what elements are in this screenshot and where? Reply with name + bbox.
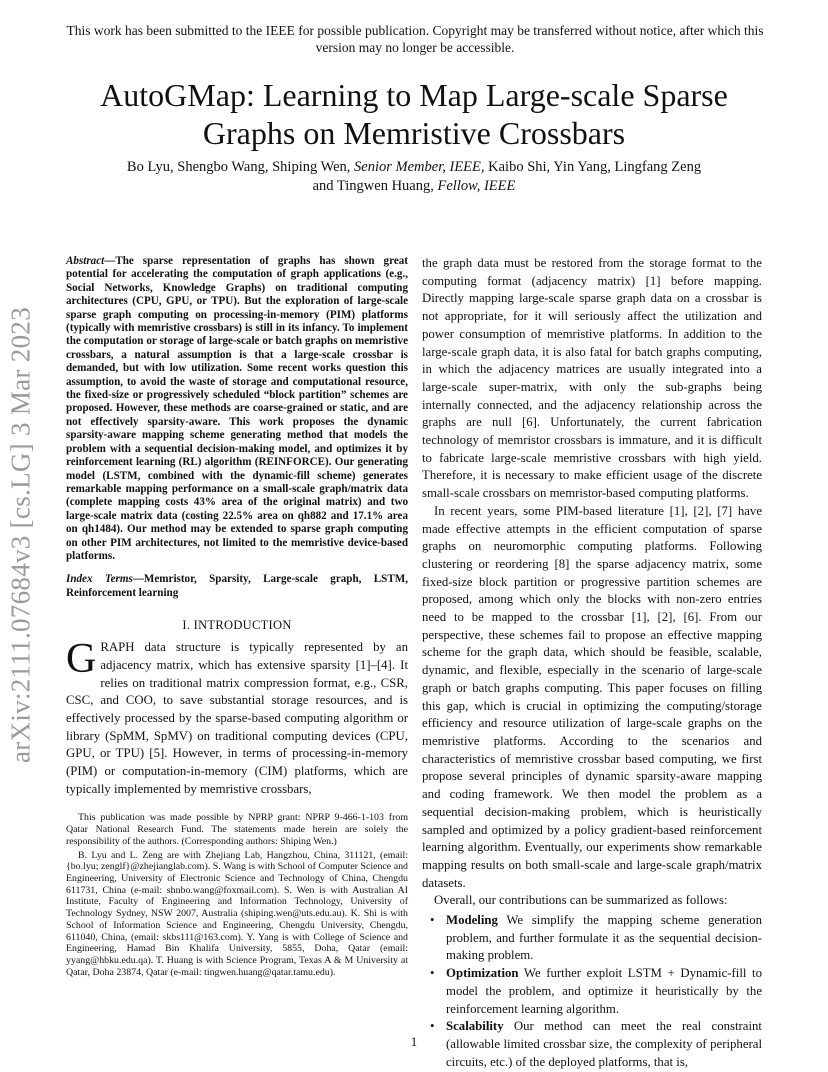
- left-column: [66, 255, 408, 980]
- bullet-text: We further exploit LSTM + Dynamic-fill to model the problem, and optimize it heuristically by the reinforcement learning algorithm.: [446, 966, 762, 1016]
- footnote-funding: This publication was made possible by NPRP grant: NPRP 9-466-1-103 from Qatar National Research Fund. The statements made herein are solely the responsibility of the authors. (Corresponding authors: Shiping Wen.): [66, 812, 408, 847]
- footnote-affiliations: B. Lyu and L. Zeng are with Zhejiang Lab, Hangzhou, China, 311121, (email: {bo.lyu; zenglf}@zhejianglab.com). S. Wang is with School of Computer Science and Engineering, University of Electronic Science and Technology of China, Chengdu 611731, China (e-mail: shnbo.wang@foxmail.com). S. Wen is with Australian AI Institute, Faculty of Engineering and Information Technology, University of Technology Sydney, NSW 2007, Australia (shiping.wen@uts.edu.au). K. Shi is with School of Information Science and Engineering, Chengdu University, Chengdu, 611040, China, (email: skbs111@163.com). Y. Yang is with College of Science and Engineering, Hamad Bin Khalifa University, 5855, Doha, Qatar (email: yyang@hbku.edu.qa). T. Huang is with Science Program, Texas A & M University at Qatar, Doha 23874, Qatar (e-mail: tingwen.huang@qatar.tamu.edu).: [66, 849, 408, 978]
- bullet-text: We simplify the mapping scheme generation problem, and further formulate it as the sequential decision-making problem.: [446, 913, 762, 963]
- bullet-head: Optimization: [446, 966, 519, 981]
- drop-cap: G: [66, 636, 97, 683]
- bullet-head: Scalability: [446, 1019, 504, 1034]
- right-paragraph-1: the graph data must be restored from the storage format to the computing format (adjacency matrix) [1] before mapping. Directly mapping large-scale sparse graph data on a crossbar is not appropriate, for it will seriously affect the utilization and power consumption of memristive platforms. In addition to the large-scale graph data, it is also fatal for batch graphs computing, in which the adjacency matrices are usually integrated into a large-scale super-matrix, with only the sub-graphs being internally connected, and the adjacency relationship across the graphs are null [6]. Unfortunately, the current fabrication technology of memristor crossbars is immature, and it is difficult to fabricate large-scale memristive crossbars with high yield. Therefore, it is necessary to make efficient usage of the discrete small-scale crossbars on memristor-based computing platforms.: [422, 256, 762, 501]
- author-list: [80, 158, 748, 196]
- bullet-head: Modeling: [446, 913, 498, 928]
- right-paragraph-3: Overall, our contributions can be summarized as follows:: [434, 893, 728, 908]
- index-terms: [66, 573, 408, 600]
- footnotes: [66, 812, 408, 978]
- authors-line1-role: Senior Member, IEEE,: [354, 159, 485, 175]
- index-terms-label: Index Terms: [66, 573, 133, 586]
- authors-line1-rest: Kaibo Shi, Yin Yang, Lingfang Zeng: [488, 159, 702, 175]
- right-column: [422, 255, 762, 1071]
- list-item: [422, 912, 762, 965]
- abstract-label: Abstract: [66, 255, 105, 267]
- bullet-text: Our method can meet the real constraint (allowable limited crossbar size, the complexity of peripheral circuits, etc.) of the deployed platforms, that is,: [446, 1019, 762, 1069]
- authors-line2-role: Fellow, IEEE: [437, 178, 516, 194]
- authors-line2: and Tingwen Huang,: [312, 178, 434, 194]
- authors-line1: Bo Lyu, Shengbo Wang, Shiping Wen,: [126, 159, 351, 175]
- right-paragraph-2: In recent years, some PIM-based literature [1], [2], [7] have made effective attempts in the efficient computation of sparse graphs on neuromorphic computing platforms. Following clustering or reordering [8] the sparse adjacency matrix, some fixed-size block partition or progressive partition schemes are proposed, among which only the blocks with non-zero entries need to be mapped to the crossbar [1], [2], [6]. From our perspective, these schemes fail to propose an effective mapping scheme for the graph data, which should be feasible, scalable, dynamic, and flexible, especially in the scenario of large-scale graph or batch graphs computing. This paper focuses on filling this gap, which is crucial in optimizing the computing/storage efficiency and resource utilization of large-scale graphs on the memristive platforms. According to the scenarios and characteristics of memristive crossbar based computing, we first propose several principles of dynamic sparsity-aware mapping and coding framework. We then model the problem as a sequential decision-making problem, which is heuristically sampled and optimized by a policy gradient-based reinforcement learning algorithm. Eventually, our experiments show remarkable mapping results on both small-scale and large-scale graph/matrix datasets.: [422, 503, 762, 890]
- page-number: 1: [410, 1034, 418, 1049]
- paper-title: AutoGMap: Learning to Map Large-scale Sparse Graphs on Memristive Crossbars: [100, 77, 728, 151]
- arxiv-identifier: arXiv:2111.07684v3 [cs.LG] 3 Mar 2023: [5, 306, 36, 764]
- abstract-text: —The sparse representation of graphs has shown great potential for accelerating the computation of graph applications (e.g., Social Networks, Knowledge Graphs) on traditional computing architectures (CPU, GPU, or TPU). But the exploration of large-scale sparse graph computing on processing-in-memory (PIM) platforms (typically with memristive crossbars) is still in its infancy. To implement the computation or storage of large-scale or batch graphs on memristive crossbars, a natural assumption is that a large-scale crossbar is demanded, but with low utilization. Some recent works question this assumption, to avoid the waste of storage and computational resource, the fixed-size or progressively scheduled “block partition” schemes are proposed. However, these methods are coarse-grained or static, and are not effectively sparsity-aware. This work proposes the dynamic sparsity-aware mapping scheme generating method that models the problem with a sequential decision-making model, and optimizes it by reinforcement learning (RL) algorithm (REINFORCE). Our generating model (LSTM, combined with the dynamic-fill scheme) generates remarkable mapping performance on a small-scale graph/matrix data (complete mapping costs 43% area of the original matrix) and two large-scale matrix data (costing 22.5% area on qh882 and 17.1% area on qh1484). Our method may be extended to sparse graph computing on other PIM architectures, not limited to the memristive device-based platforms.: [66, 255, 408, 562]
- abstract: [66, 255, 408, 563]
- section-heading: I. INTRODUCTION: [182, 618, 292, 633]
- list-item: [422, 965, 762, 1018]
- intro-text: RAPH data structure is typically represented by an adjacency matrix, which has extensive sparsity [1]–[4]. It relies on traditional matrix compression format, e.g., CSR, CSC, and COO, to save substantial storage resources, and is effectively processed by the sparse-based computing algorithm or library (SpMM, SpMV) on traditional computing devices (CPU, GPU, or TPU) [5]. However, in terms of processing-in-memory (PIM) or computation-in-memory (CIM) platforms, which are typically implemented by memristive crossbars,: [66, 640, 408, 796]
- copyright-notice: This work has been submitted to the IEEE for possible publication. Copyright may be transferred without notice, after which this version may no longer be accessible.: [66, 23, 764, 55]
- arxiv-sidebar: [6, 290, 36, 780]
- index-terms-text: —Memristor, Sparsity, Large-scale graph, LSTM, Reinforcement learning: [66, 573, 408, 599]
- intro-paragraph: [66, 636, 408, 798]
